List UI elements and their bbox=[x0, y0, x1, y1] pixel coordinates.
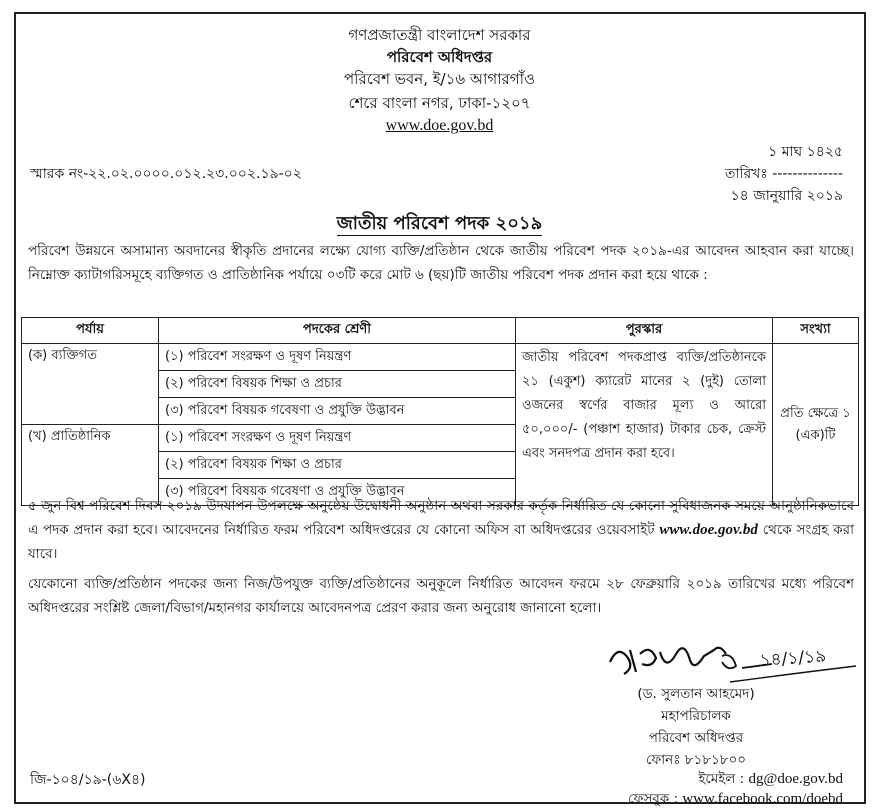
signatory-office: পরিবেশ অধিদপ্তর bbox=[648, 730, 744, 746]
signatory-phone: ফোনঃ ৮১৮১৮০০ bbox=[645, 752, 747, 768]
top-scan-strip bbox=[0, 0, 879, 8]
class-cell: (৩) পরিবেশ বিষয়ক গবেষণা ও প্রযুক্তি উদ্ভাবন bbox=[159, 398, 516, 425]
facebook-label: ফেসবুক : bbox=[627, 791, 683, 807]
class-cell: (২) পরিবেশ বিষয়ক শিক্ষা ও প্রচার bbox=[159, 452, 516, 479]
signatory-facebook-line bbox=[628, 788, 843, 811]
signature-scribble bbox=[600, 640, 860, 686]
website-link[interactable]: www.doe.gov.bd bbox=[385, 117, 494, 134]
table-header-row bbox=[22, 318, 859, 344]
gov-name: গণপ্রজাতন্ত্রী বাংলাদেশ সরকার bbox=[348, 26, 531, 44]
svg-text:১৪/১/১৯: ১৪/১/১৯ bbox=[758, 646, 827, 671]
header-prize: পুরস্কার bbox=[516, 318, 773, 344]
date-bangla: ১ মাঘ ১৪২৫ bbox=[768, 144, 843, 160]
date-label: তারিখঃ -------------- bbox=[724, 166, 843, 182]
signatory-designation: মহাপরিচালক bbox=[661, 708, 731, 724]
date-english: ১৪ জানুয়ারি ২০১৯ bbox=[730, 188, 843, 204]
email-label: ইমেইল : bbox=[698, 771, 749, 787]
header-count: সংখ্যা bbox=[773, 318, 859, 344]
table-row bbox=[22, 344, 859, 371]
ceremony-text-1: ৫ জুন বিশ্ব পরিবেশ দিবস ২০১৯ উদযাপন উপলক্ষে অনুষ্ঠেয় উদ্বোধনী অনুষ্ঠান অথবা সরকার কর্তৃক নির্ধারিত যে কোনো সুবিধাজনক সময়ে আনুষ্ঠানিকভাবে এ পদক প্রদান করা হবে। আবেদনের নির্ধারিত ফরম পরিবেশ অধিদপ্তরের যে কোনো অফিস বা অধিদপ্তরের ওয়েবসাইট bbox=[28, 498, 854, 538]
memo-number: স্মারক নং-২২.০২.০০০০.০১২.২৩.০০২.১৯-০২ bbox=[30, 166, 302, 182]
prize-description: জাতীয় পরিবেশ পদকপ্রাপ্ত ব্যক্তি/প্রতিষ্ঠানকে ২১ (একুশ) ক্যারেট মানের ২ (দুই) তোলা ওজনের স্বর্ণের বাজার মূল্য ও আরো ৫০,০০০/- (পঞ্চাশ হাজার) টাকার চেক, ক্রেস্ট এবং সনদপত্র প্রদান করা হবে। bbox=[516, 344, 773, 506]
header-class: পদকের শ্রেণী bbox=[159, 318, 516, 344]
footer-code: জি-১০৪/১৯-(৬X৪) bbox=[30, 772, 146, 788]
class-cell: (২) পরিবেশ বিষয়ক শিক্ষা ও প্রচার bbox=[159, 371, 516, 398]
facebook-link[interactable]: www.facebook.com/doebd bbox=[682, 791, 843, 807]
notice-title: জাতীয় পরিবেশ পদক ২০১৯ bbox=[336, 213, 543, 234]
level-institutional: (খ) প্রাতিষ্ঠানিক bbox=[22, 425, 159, 506]
signatory-name: (ড. সুলতান আহমেদ) bbox=[637, 686, 755, 702]
header-level: পর্যায় bbox=[22, 318, 159, 344]
dept-name: পরিবেশ অধিদপ্তর bbox=[386, 48, 493, 66]
level-individual: (ক) ব্যক্তিগত bbox=[22, 344, 159, 425]
website-link-inline[interactable]: www.doe.gov.bd bbox=[659, 522, 758, 538]
ceremony-text-2: থেকে সংগ্রহ করা যাবে। bbox=[28, 522, 855, 562]
ceremony-paragraph bbox=[28, 494, 854, 566]
email-link[interactable]: dg@doe.gov.bd bbox=[748, 771, 843, 787]
intro-paragraph: পরিবেশ উন্নয়নে অসামান্য অবদানের স্বীকৃতি প্রদানের লক্ষ্যে যোগ্য ব্যক্তি/প্রতিষ্ঠান থেকে জাতীয় পরিবেশ পদক ২০১৯-এর আবেদন আহবান করা যাচ্ছে। নিম্নোক্ত ক্যাটাগরিসমূহে ব্যক্তিগত ও প্রাতিষ্ঠানিক পর্যায়ে ০৩টি করে মোট ৬ (ছয়)টি জাতীয় পরিবেশ পদক প্রদান করা হয়ে থাকে : bbox=[28, 243, 854, 283]
class-cell: (৩) পরিবেশ বিষয়ক গবেষণা ও প্রযুক্তি উদ্ভাবন bbox=[159, 479, 516, 506]
award-count: প্রতি ক্ষেত্রে ১ (এক)টি bbox=[773, 344, 859, 506]
class-cell: (১) পরিবেশ সংরক্ষণ ও দূষণ নিয়ন্ত্রণ bbox=[159, 425, 516, 452]
class-cell: (১) পরিবেশ সংরক্ষণ ও দূষণ নিয়ন্ত্রণ bbox=[159, 344, 516, 371]
deadline-paragraph: যেকোনো ব্যক্তি/প্রতিষ্ঠান পদকের জন্য নিজ/উপযুক্ত ব্যক্তি/প্রতিষ্ঠানের অনুকূলে নির্ধারিত আবেদন ফরমে ২৮ ফেব্রুয়ারি ২০১৯ তারিখের মধ্যে পরিবেশ অধিদপ্তরের সংশ্লিষ্ট জেলা/বিভাগ/মহানগর কার্যালয়ে আবেদনপত্র প্রেরণ করার জন্য অনুরোধ জানানো হলো। bbox=[28, 576, 854, 616]
address-line-1: পরিবেশ ভবন, ই/১৬ আগারগাঁও bbox=[343, 70, 536, 88]
award-category-table bbox=[21, 317, 859, 506]
address-line-2: শেরে বাংলা নগর, ঢাকা-১২০৭ bbox=[348, 94, 531, 112]
